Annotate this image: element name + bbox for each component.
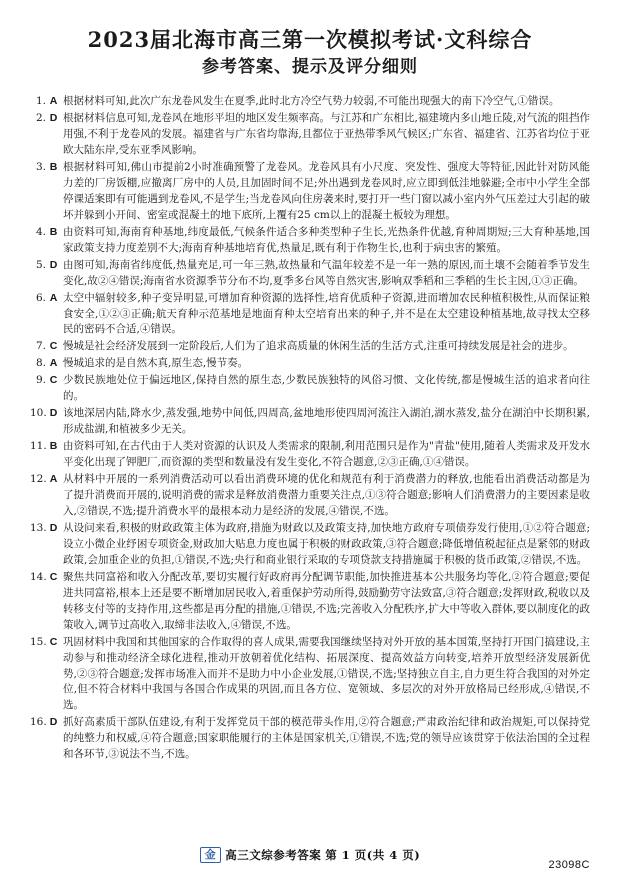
answer-explanation: 由资料可知,海南育种基地,纬度最低,气候条件适合多种类型种子生长,光热条件优越,育种周期短;三大育种基地,国家政策支持力度差别不大;海南育种基地培育优,热量足,既有利于作物生长,也利于病虫害的繁殖。 xyxy=(63,225,590,254)
answer-number: 3. xyxy=(35,160,46,173)
answer-choice: D xyxy=(49,112,58,125)
answer-item xyxy=(30,635,590,715)
answer-item xyxy=(30,570,590,634)
document-code: 23098C xyxy=(548,859,590,871)
answer-number: 10. xyxy=(30,407,47,420)
answer-number: 4. xyxy=(35,225,46,238)
answer-choice: D xyxy=(49,716,58,729)
answer-item xyxy=(30,356,590,372)
answers-list xyxy=(30,94,590,763)
answer-item xyxy=(30,339,590,355)
answer-item xyxy=(30,373,590,405)
answer-item xyxy=(30,225,590,257)
answer-choice: A xyxy=(49,95,58,108)
answer-explanation: 根据材料信息可知,龙卷风在地形平坦的地区发生频率高。与江苏和广东相比,福建境内多山地丘陵,对气流的阻挡作用强,不利于龙卷风的发展。福建省与广东省均靠海,且都位于亚热带季风气候区;广东省、福建省、江苏省均位于亚欧大陆东岸,受东亚季风影响。 xyxy=(63,112,590,156)
answer-number: 1. xyxy=(35,95,46,108)
answer-explanation: 聚焦共同富裕和收入分配改革,要切实履行好政府再分配调节职能,加快推进基本公共服务均等化,②符合题意;要促进共同富裕,根本上还是要不断增加居民收入,着重保护劳动所得,鼓励勤劳守法致富,③符合题意;发挥财政,税收以及转移支付等的支持作用,这些都是再分配的措施,①错误,不选;完善收入分配秩序,扩大中等收入群体,要以制度化的政策收入,调节过高收入,取缔非法收入,④错误,不选。 xyxy=(63,570,590,631)
answer-explanation: 根据材料可知,此次广东龙卷风发生在夏季,此时北方冷空气势力较弱,不可能出现强大的南下冷空气,①错误。 xyxy=(63,95,560,108)
answer-explanation: 巩固材料中我国和其他国家的合作取得的喜人成果,需要我国继续坚持对外开放的基本国策,坚持打开国门搞建设,主动参与和推动经济全球化进程,推动开放朝着优化结构、拓展深度、提高效益方向转变,培养开放型经济发展新优势,②③符合题意;发挥市场准入而并不是助力中小企业发展,①错误,不选;坚持独立自主,自力更生符合我国的对外定位,但不符合材料中我国与各国合作成果的巩固,而且各方位、宽领域、多层次的对外开放格局已经形成,④错误,不选。 xyxy=(63,635,590,712)
page-number: 第 1 页(共 4 页) xyxy=(325,848,421,863)
answer-choice: C xyxy=(49,570,58,583)
answer-explanation: 从设问来看,积极的财政政策主体为政府,措施为财政以及政策支持,加快地方政府专项债券发行使用,①②符合题意;设立小微企业纾困专项资金,财政加大贴息力度也属于积极的财政政策,③符合题意;降低增值税起征点是紧邻的财政政策,会加重企业的负担,①错误,不选;央行和商业银行采取的专项贷款支持措施属于积极的货币政策,②错误,不选。 xyxy=(63,521,590,566)
answer-number: 9. xyxy=(35,374,46,387)
footer-title: 高三文综参考答案 xyxy=(225,848,322,863)
answer-choice: D xyxy=(49,258,58,271)
answer-item xyxy=(30,406,590,438)
page-subtitle: 参考答案、提示及评分细则 xyxy=(202,57,418,78)
answer-item xyxy=(30,439,590,471)
answer-choice: C xyxy=(49,340,58,353)
answer-number: 11. xyxy=(30,440,47,453)
answer-number: 7. xyxy=(35,340,46,353)
answer-number: 5. xyxy=(35,258,46,271)
answer-number: 2. xyxy=(35,112,46,125)
answer-choice: B xyxy=(49,160,58,173)
answer-choice: B xyxy=(49,440,58,453)
answer-choice: A xyxy=(49,357,58,370)
answer-number: 12. xyxy=(30,473,47,486)
answer-explanation: 该地深居内陆,降水少,蒸发强,地势中间低,四周高,盆地地形使四周河流注入湖泊,湖水蒸发,盐分在湖泊中长期积累,形成盐湖,和植被多少无关。 xyxy=(63,407,590,436)
answer-choice: B xyxy=(49,225,58,238)
answer-explanation: 慢城追求的是自然木真,原生态,慢节奏。 xyxy=(63,357,249,370)
answer-number: 16. xyxy=(30,716,47,729)
answer-explanation: 根据材料可知,佛山市提前2小时准确预警了龙卷风。龙卷风具有小尺度、突发性、强度大等特征,因此针对防风能力差的厂房饭棚,应撤离厂房中的人员,且加固时间不足;外出遇到龙卷风时,应立即到低洼地躲避;全市中小学生全部停课适案即有可能遇到龙卷风,不是学生;当龙卷风向住房袭来时,要打开一些门窗以减小室内外气压差过大引起的破坏并躲到小开间、密室或混凝土的地下底所,上覆有25 cm以上的混凝土板较为理想。 xyxy=(63,160,590,221)
answer-explanation: 太空中辐射较多,种子变异明显,可增加育种资源的选择性,培育优质种子资源,进而增加农民种植积极性,从而保证粮食安全,①②③正确;航天育种示范基地是地面育种太空培育出来的种子,并不是在太空建设种植基地,故寻找太空移民的密码不合适,④错误。 xyxy=(63,291,590,336)
publisher-badge: 金 xyxy=(200,847,222,863)
answer-item xyxy=(30,291,590,339)
page-title: 2023届北海市高三第一次模拟考试·文科综合 xyxy=(87,27,533,52)
answer-choice: A xyxy=(49,473,58,486)
answer-item xyxy=(30,472,590,520)
answer-item xyxy=(30,160,590,224)
answer-item xyxy=(30,94,590,110)
answer-item xyxy=(30,715,590,763)
answer-number: 6. xyxy=(35,291,46,304)
answer-choice: D xyxy=(49,521,58,534)
answer-explanation: 抓好高素质干部队伍建设,有利于发挥党员干部的模范带头作用,②符合题意;严肃政治纪律和政治规矩,可以保持党的纯整力和权威,④符合题意;国家职能履行的主体是国家机关,①错误,不选;党的领导应该贯穿于依法治国的全过程和各环节,③说法不当,不选。 xyxy=(63,716,590,761)
answer-number: 8. xyxy=(35,357,46,370)
answer-explanation: 从材料中开展的一系列消费活动可以看出消费环境的优化和规范有利于消费潜力的释放,也能看出消费活动都是为了提升消费而开展的,说明消费的需求是释放消费潜力重要关注点,①③符合题意;影响人们消费潜力的主要因素是收入,②错误,不选;提升消费水平的最根本动力是经济的发展,④错误,不选。 xyxy=(63,473,590,517)
answer-number: 15. xyxy=(30,635,47,648)
answer-number: 14. xyxy=(30,570,47,583)
answer-choice: C xyxy=(49,635,58,648)
answer-explanation: 慢城是社会经济发展到一定阶段后,人们为了追求高质量的休闲生活的生活方式,注重可持续发展是社会的进步。 xyxy=(63,340,574,353)
page-footer xyxy=(0,847,620,873)
answer-explanation: 由资料可知,在古代由于人类对资源的认识及人类需求的限制,利用范围只是作为"青盐"使用,随着人类需求及开发水平变化出现了钾肥厂,而资源的类型和数量没有发生变化,不符合题意,②③正确,①④错误。 xyxy=(63,440,590,469)
answer-item xyxy=(30,521,590,569)
answer-choice: A xyxy=(49,291,58,304)
answer-choice: C xyxy=(49,374,58,387)
answer-choice: D xyxy=(49,407,58,420)
answer-item xyxy=(30,111,590,159)
answer-number: 13. xyxy=(30,521,47,534)
answer-explanation: 少数民族地处位于偏远地区,保持自然的原生态,少数民族独特的风俗习惯、文化传统,都是慢城生活的追求者向往的。 xyxy=(63,374,590,403)
answer-item xyxy=(30,258,590,290)
answer-explanation: 由图可知,海南省纬度低,热量充足,可一年三熟,故热量和气温年较差不是一年一熟的原因,而土壤不会随着季节发生变化,故②④错误;海南省水资源季节分布不均,夏季多台风等自然灾害,影响双季稻和三季稻的生长主因,①③正确。 xyxy=(63,258,590,287)
